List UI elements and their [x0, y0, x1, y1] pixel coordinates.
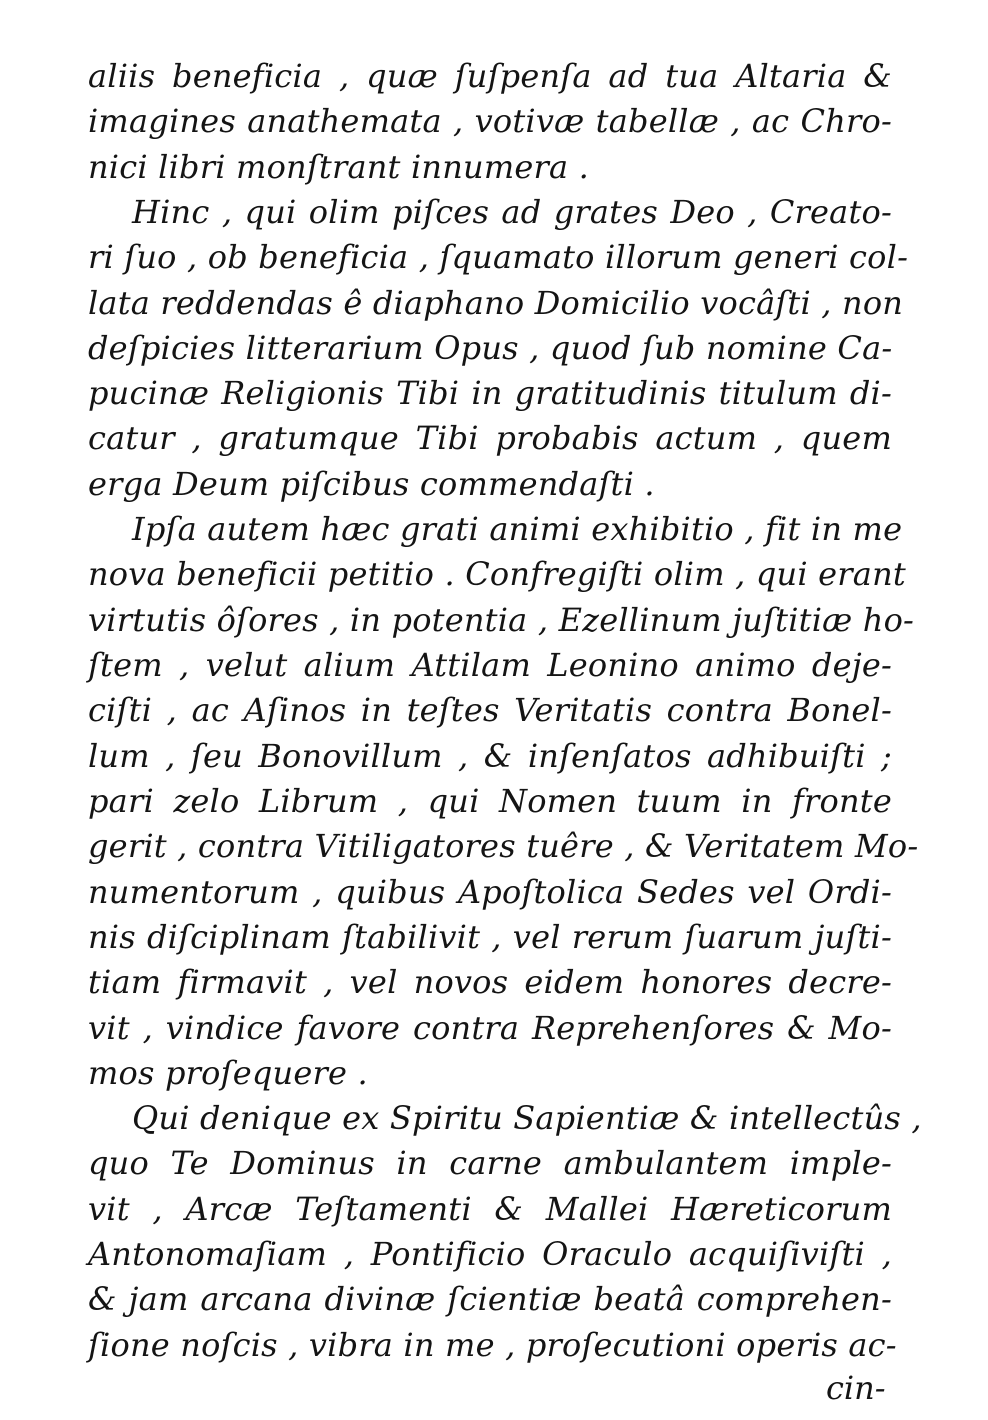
text-line: pucinæ Religionis Tibi in gratitudinis titulum di-: [88, 374, 892, 413]
text-line: virtutis ôſores , in potentia , Ezellinum juſtitiæ ho-: [88, 600, 915, 639]
paragraph-start-line: Hinc , qui olim piſces ad grates Deo , Creato-: [132, 192, 892, 231]
text-line: tiam firmavit , vel novos eidem honores decre-: [88, 963, 892, 1002]
text-line: mos proſequere .: [88, 1053, 368, 1092]
text-line: vit , vindice favore contra Reprehenſores & Mo-: [88, 1008, 892, 1047]
text-line: ciſti , ac Aſinos in teſtes Veritatis contra Bonel-: [88, 691, 892, 730]
text-line: numentorum , quibus Apoſtolica Sedes vel Ordi-: [88, 872, 892, 911]
text-line: deſpicies litterarium Opus , quod ſub nomine Ca-: [88, 328, 893, 367]
text-line: pari zelo Librum , qui Nomen tuum in fronte: [88, 781, 892, 820]
text-line: ſtem , velut alium Attilam Leonino animo deje-: [88, 646, 892, 685]
text-line: quo Te Dominus in carne ambulantem imple-: [88, 1144, 892, 1183]
paragraph-start-line: Qui denique ex Spiritu Sapientiæ & intellectûs ,: [132, 1099, 922, 1138]
text-line: erga Deum piſcibus commendaſti .: [88, 464, 655, 503]
catchword: cin-: [826, 1369, 886, 1407]
text-line: imagines anathemata , votivæ tabellæ , ac Chro-: [88, 102, 892, 141]
text-line: nis diſciplinam ſtabilivit , vel rerum ſuarum juſti-: [88, 917, 892, 956]
text-line: Antonomaſiam , Pontificio Oraculo acquiſiviſti ,: [88, 1235, 892, 1274]
text-line: lata reddendas ê diaphano Domicilio vocâſti , non: [88, 283, 904, 322]
text-line: aliis beneficia , quæ ſuſpenſa ad tua Altaria &: [88, 57, 892, 95]
text-line: ſione noſcis , vibra in me , proſecutioni operis ac-: [88, 1325, 897, 1364]
text-line: nova beneficii petitio . Confregiſti olim , qui erant: [88, 555, 906, 594]
text-line: gerit , contra Vitiligatores tuêre , & Veritatem Mo-: [88, 827, 919, 866]
text-line: vit , Arcæ Teſtamenti & Mallei Hæreticorum: [88, 1189, 892, 1228]
text-line: ri ſuo , ob beneficia , ſquamato illorum generi col-: [88, 238, 909, 277]
paragraph-start-line: Ipſa autem hæc grati animi exhibitio , fit in me: [132, 510, 903, 549]
text-line: lum , ſeu Bonovillum , & inſenſatos adhibuiſti ;: [88, 736, 892, 775]
text-line: nici libri monſtrant innumera .: [88, 147, 590, 186]
text-line: catur , gratumque Tibi probabis actum , quem: [88, 419, 892, 458]
text-line: & jam arcana divinæ ſcientiæ beatâ comprehen-: [88, 1280, 892, 1319]
